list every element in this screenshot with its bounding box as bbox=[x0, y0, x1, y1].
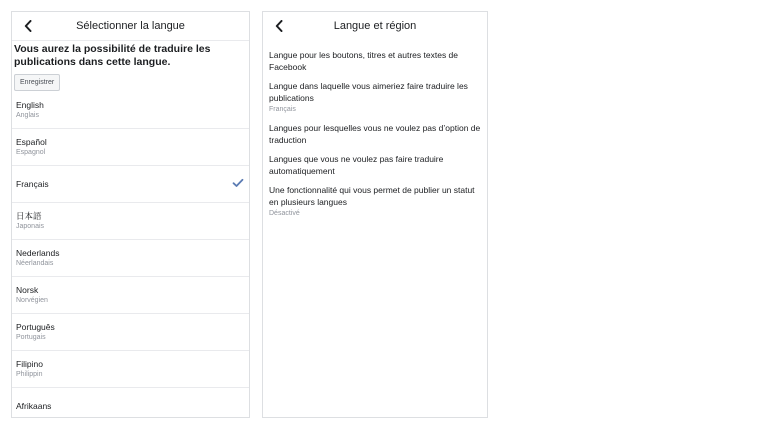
setting-title: Langue dans laquelle vous aimeriez faire traduire les publications bbox=[269, 81, 468, 103]
language-translation: Espagnol bbox=[16, 149, 46, 156]
save-button[interactable]: Enregistrer bbox=[14, 74, 60, 91]
panel-header bbox=[263, 12, 487, 40]
language-name: Nederlands bbox=[16, 248, 60, 258]
language-name: Filipino bbox=[16, 359, 43, 369]
back-button[interactable] bbox=[272, 16, 286, 36]
intro-text: Vous aurez la possibilité de traduire les publications dans cette langue. bbox=[14, 43, 211, 68]
setting-no-translation-offer[interactable] bbox=[263, 122, 487, 146]
chevron-left-icon bbox=[24, 20, 32, 32]
language-name: Afrikaans bbox=[16, 401, 52, 411]
language-translation: Norvégien bbox=[16, 297, 48, 304]
settings-list bbox=[263, 40, 487, 219]
checkmark-icon bbox=[232, 178, 244, 188]
setting-multilingual-posts[interactable] bbox=[263, 184, 487, 219]
language-item-norsk[interactable] bbox=[12, 277, 249, 314]
language-translation: Anglais bbox=[16, 112, 39, 119]
language-name: 日本語 bbox=[16, 211, 42, 221]
setting-interface-language[interactable] bbox=[263, 49, 487, 73]
language-item-portugues[interactable] bbox=[12, 314, 249, 351]
language-list bbox=[12, 92, 249, 418]
language-name: Español bbox=[16, 137, 47, 147]
setting-title: Une fonctionnalité qui vous permet de publier un statut en plusieurs langues bbox=[269, 185, 475, 207]
language-item-filipino[interactable] bbox=[12, 351, 249, 388]
page-title: Sélectionner la langue bbox=[76, 20, 185, 32]
language-translation: Japonais bbox=[16, 223, 45, 230]
setting-value: Désactivé bbox=[269, 210, 300, 217]
language-item-francais[interactable] bbox=[12, 166, 249, 203]
language-name: Français bbox=[16, 178, 49, 189]
language-name: Norsk bbox=[16, 285, 39, 295]
language-item-english[interactable] bbox=[12, 92, 249, 129]
language-translation: Philippin bbox=[16, 371, 43, 378]
chevron-left-icon bbox=[275, 20, 283, 32]
back-button[interactable] bbox=[21, 16, 35, 36]
setting-value: Français bbox=[269, 106, 296, 113]
language-name: Português bbox=[16, 322, 55, 332]
setting-title: Langues que vous ne voulez pas faire traduire automatiquement bbox=[269, 154, 444, 176]
language-item-japanese[interactable] bbox=[12, 203, 249, 240]
setting-title: Langues pour lesquelles vous ne voulez pas d’option de traduction bbox=[269, 123, 481, 145]
page-title: Langue et région bbox=[333, 20, 417, 32]
language-translation: Néerlandais bbox=[16, 260, 54, 267]
language-region-panel bbox=[262, 11, 488, 418]
setting-title: Langue pour les boutons, titres et autres textes de Facebook bbox=[269, 50, 459, 72]
language-item-nederlands[interactable] bbox=[12, 240, 249, 277]
setting-no-auto-translate[interactable] bbox=[263, 153, 487, 177]
setting-translation-language[interactable] bbox=[263, 80, 487, 115]
select-language-panel bbox=[11, 11, 250, 418]
language-item-espanol[interactable] bbox=[12, 129, 249, 166]
language-translation: Portugais bbox=[16, 334, 46, 341]
language-item-afrikaans[interactable] bbox=[12, 388, 249, 418]
panel-header bbox=[12, 12, 249, 41]
language-name: English bbox=[16, 100, 44, 110]
